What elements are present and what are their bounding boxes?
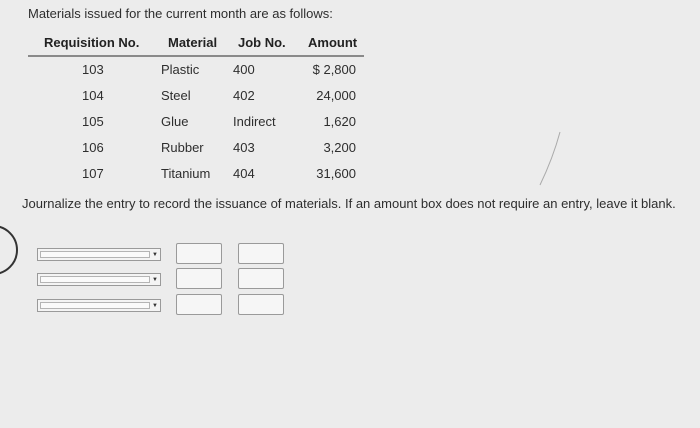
intro-text: Materials issued for the current month are as follows: (28, 6, 333, 21)
cell-requisition: 104 (82, 88, 104, 103)
cell-job: 402 (233, 88, 255, 103)
col-header-amount: Amount (308, 35, 358, 50)
cell-material: Titanium (161, 166, 211, 181)
debit-amount-input[interactable] (176, 268, 222, 289)
question-text: Journalize the entry to record the issuance of materials. If an amount box does not require an entry, leave it blank. (22, 196, 676, 211)
cell-material: Plastic (161, 62, 200, 77)
cell-amount: 3,200 (323, 140, 356, 155)
debit-amount-input[interactable] (176, 243, 222, 264)
col-header-requisition: Requisition No. (44, 35, 140, 50)
cell-material: Rubber (161, 140, 204, 155)
credit-amount-input[interactable] (238, 294, 284, 315)
dropdown-caret-icon: ▼ (152, 252, 158, 258)
cell-requisition: 107 (82, 166, 104, 181)
account-dropdown[interactable] (37, 248, 161, 261)
account-dropdown[interactable] (37, 299, 161, 312)
account-dropdown[interactable] (37, 273, 161, 286)
cell-material: Steel (161, 88, 191, 103)
dropdown-caret-icon: ▼ (152, 303, 158, 309)
col-header-job: Job No. (238, 35, 286, 50)
dropdown-caret-icon: ▼ (152, 277, 158, 283)
cell-job: 403 (233, 140, 255, 155)
cell-requisition: 106 (82, 140, 104, 155)
cell-job: Indirect (233, 114, 276, 129)
debit-amount-input[interactable] (176, 294, 222, 315)
cell-amount: 31,600 (316, 166, 356, 181)
cell-amount: $ 2,800 (312, 62, 356, 77)
cell-amount: 1,620 (323, 114, 356, 129)
credit-amount-input[interactable] (238, 268, 284, 289)
cell-material: Glue (161, 114, 189, 129)
cell-job: 400 (233, 62, 255, 77)
cell-amount: 24,000 (316, 88, 356, 103)
cell-requisition: 105 (82, 114, 104, 129)
col-header-material: Material (168, 35, 218, 50)
cell-requisition: 103 (82, 62, 104, 77)
cell-job: 404 (233, 166, 255, 181)
credit-amount-input[interactable] (238, 243, 284, 264)
